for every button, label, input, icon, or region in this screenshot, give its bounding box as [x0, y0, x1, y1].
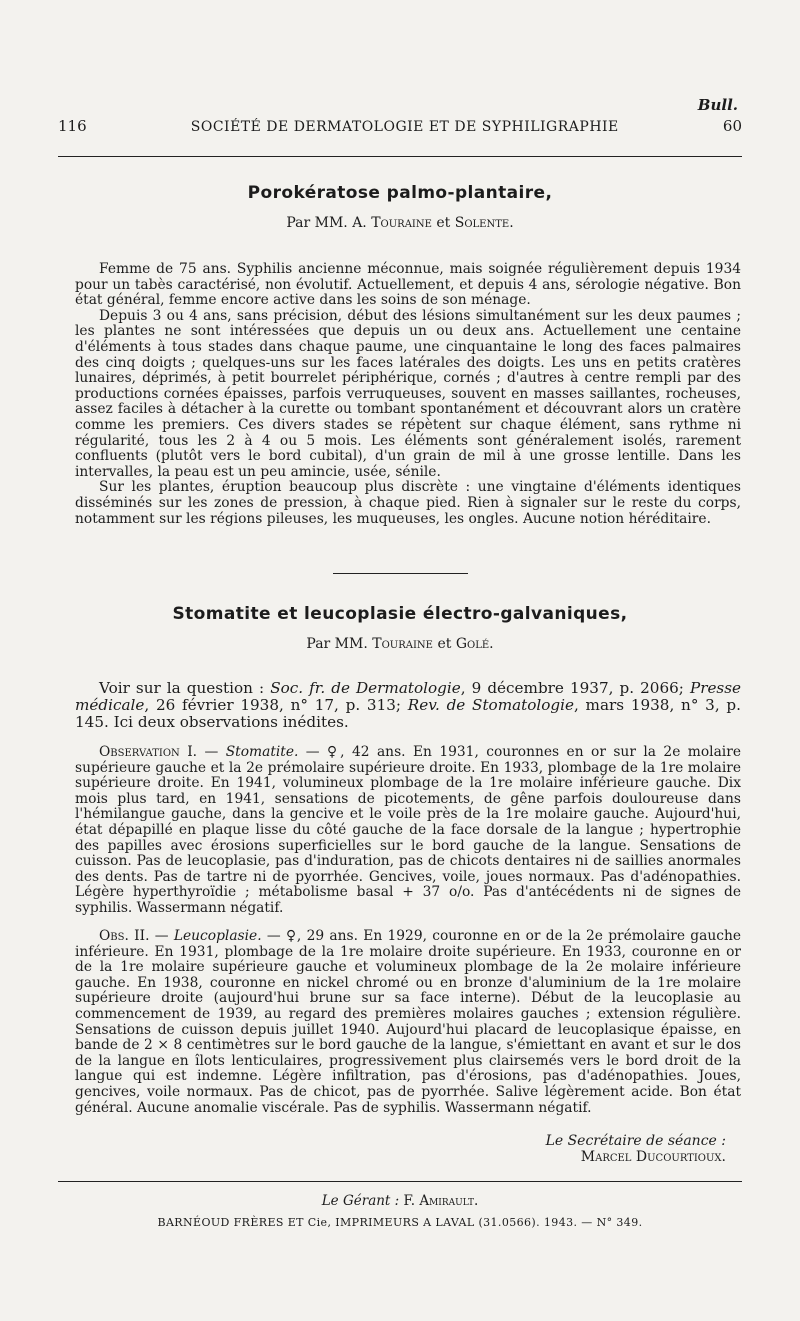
- citation-title: Rev. de Stomatologie: [407, 696, 574, 714]
- article2-author2: Golé.: [455, 636, 494, 652]
- section-divider: [333, 573, 468, 574]
- observation-body: — ♀, 42 ans. En 1931, couronnes en or sur la 2e molaire supérieure gauche et la 2e prémolaire supérieure droite. En 1933, plombage de la 1re molaire supérieure droite. En 1941, volumineux plombage de la 1re molaire inférieure gauche. Dix mois plus tard, en 1941, sensations de picotements, de gêne parfois douloureuse dans l'hémilangue gauche, dans la gencive et le voile près de la 1re molaire gauche. Aujourd'hui, état dépapillé en plaque lisse du côté gauche de la face dorsale de la langue ; hypertrophie des papilles avec érosions superficielles sur le bord gauche de la langue. Sensations de cuisson. Pas de leucoplasie, pas d'induration, pas de chicots dentaires ni de saillies anormales des dents. Pas de tartre ni de pyorrhée. Gencives, voile, joues normaux. Pas d'adénopathies. Légère hyperthyroïdie ; métabolisme basal + 37 o/o. Pas d'antécédents ni de signes de syphilis. Wassermann négatif.: [75, 744, 741, 916]
- header-rule: [58, 156, 742, 157]
- signature-block: [546, 1133, 726, 1165]
- article2-intro: Voir sur la question : Soc. fr. de Dermatologie, 9 décembre 1937, p. 2066; Presse médicale, 26 février 1938, n° 17, p. 313; Rev. de Stomatologie, mars 1938, n° 3, p. 145. Ici deux observations inédites.: [75, 679, 742, 731]
- page-number-right: 60: [722, 117, 742, 135]
- signature-name: Marcel Ducourtioux.: [580, 1149, 726, 1165]
- article2-byline: Par MM. Touraine et Golé.: [306, 636, 494, 652]
- observation-1: Observation I. — Stomatite. — ♀, 42 ans. En 1931, couronnes en or sur la 2e molaire supérieure gauche et la 2e prémolaire supérieure droite. En 1933, plombage de la 1re molaire supérieure droite. En 1941, volumineux plombage de la 1re molaire inférieure gauche. Dix mois plus tard, en 1941, sensations de picotements, de gêne parfois douloureuse dans l'hémilangue gauche, dans la gencive et le voile près de la 1re molaire gauche. Aujourd'hui, état dépapillé en plaque lisse du côté gauche de la face dorsale de la langue ; hypertrophie des papilles avec érosions superficielles sur le bord gauche de la langue. Sensations de cuisson. Pas de leucoplasie, pas d'induration, pas de chicots dentaires ni de saillies anormales des dents. Pas de tartre ni de pyorrhée. Gencives, voile, joues normaux. Pas d'adénopathies. Légère hyperthyroïdie ; métabolisme basal + 37 o/o. Pas d'antécédents ni de signes de syphilis. Wassermann négatif.: [75, 744, 741, 916]
- page-number-left: 116: [58, 117, 87, 135]
- article2-author1: Touraine: [372, 636, 433, 652]
- journal-abbrev: Bull.: [697, 96, 738, 114]
- article2-title: Stomatite et leucoplasie électro-galvaniques,: [172, 604, 628, 624]
- observation-label: Obs. II.: [99, 928, 150, 944]
- observation-name: Stomatite.: [225, 744, 299, 760]
- article1-body: [75, 262, 741, 527]
- running-header: [58, 117, 742, 135]
- running-title: SOCIÉTÉ DE DERMATOLOGIE ET DE SYPHILIGRAPHIE: [190, 119, 619, 135]
- observation-name: Leucoplasie.: [173, 928, 262, 944]
- observation-label: Observation I.: [99, 744, 198, 760]
- printer-line: BARNÉOUD FRÈRES ET Cie, IMPRIMEURS A LAVAL (31.0566). 1943. — N° 349.: [157, 1216, 643, 1229]
- article1-byline: Par MM. A. Touraine et Solente.: [286, 215, 514, 231]
- observation-body: — ♀, 29 ans. En 1929, couronne en or de la 2e prémolaire gauche inférieure. En 1931, plombage de la 1re molaire droite supérieure. En 1933, couronne en or de la 1re molaire supérieure gauche et volumineux plombage de la 2e molaire inférieure gauche. En 1938, couronne en nickel chromé ou en bronze d'aluminium de la 1re molaire supérieure droite (aujourd'hui brune sur sa face interne). Début de la leucoplasie au commencement de 1939, au regard des premières molaires gauches ; extension régulière. Sensations de cuisson depuis juillet 1940. Aujourd'hui placard de leucoplasique épaisse, en bande de 2 × 8 centimètres sur le bord gauche de la langue, s'émiettant en avant et sur le dos de la langue en îlots lenticulaires, progressivement plus clairsemés vers le bord droit de la langue qui est indemne. Légère infiltration, pas d'érosions, pas d'adénopathies. Joues, gencives, voile normaux. Pas de chicot, pas de pyorrhée. Salive légèrement acide. Bon état général. Aucune anomalie viscérale. Pas de syphilis. Wassermann négatif.: [75, 928, 741, 1116]
- citation-title: Presse médicale: [75, 679, 742, 714]
- article1-author2: Solente.: [454, 215, 514, 231]
- gerant-line: Le Gérant : F. Amirault.: [321, 1193, 479, 1209]
- footer-rule: [58, 1181, 742, 1182]
- observation-2: Obs. II. — Leucoplasie. — ♀, 29 ans. En 1929, couronne en or de la 2e prémolaire gauche inférieure. En 1931, plombage de la 1re molaire droite supérieure. En 1933, couronne en or de la 1re molaire supérieure gauche et volumineux plombage de la 2e molaire inférieure gauche. En 1938, couronne en nickel chromé ou en bronze d'aluminium de la 1re molaire supérieure droite (aujourd'hui brune sur sa face interne). Début de la leucoplasie au commencement de 1939, au regard des premières molaires gauches ; extension régulière. Sensations de cuisson depuis juillet 1940. Aujourd'hui placard de leucoplasique épaisse, en bande de 2 × 8 centimètres sur le bord gauche de la langue, s'émiettant en avant et sur le dos de la langue en îlots lenticulaires, progressivement plus clairsemés vers le bord droit de la langue qui est indemne. Légère infiltration, pas d'érosions, pas d'adénopathies. Joues, gencives, voile normaux. Pas de chicot, pas de pyorrhée. Salive légèrement acide. Bon état général. Aucune anomalie viscérale. Pas de syphilis. Wassermann négatif.: [75, 928, 741, 1116]
- article1-title: Porokératose palmo-plantaire,: [247, 183, 553, 203]
- signature-role: Le Secrétaire de séance :: [545, 1133, 726, 1149]
- article1-paragraph: Sur les plantes, éruption beaucoup plus discrète : une vingtaine d'éléments identiques disséminés sur les zones de pression, à chaque pied. Rien à signaler sur le reste du corps, notamment sur les régions pileuses, les muqueuses, les ongles. Aucune notion héréditaire.: [75, 479, 741, 527]
- article1-paragraph: Depuis 3 ou 4 ans, sans précision, début des lésions simultanément sur les deux paumes ; les plantes ne sont intéressées que depuis un ou deux ans. Actuellement une centaine d'éléments à tous stades dans chaque paume, une cinquantaine le long des faces palmaires des cinq doigts ; quelques-uns sur les faces latérales des doigts. Les uns en petits cratères lunaires, déprimés, à petit bourrelet périphérique, cornés ; d'autres à centre rempli par des productions cornées épaisses, parfois verruqueuses, souvent en masses saillantes, rocheuses, assez faciles à détacher à la curette ou tombant spontanément et découvrant alors un cratère comme les premiers. Ces divers stades se répètent sur chaque élément, sans rythme ni régularité, tous les 2 à 4 ou 5 mois. Les éléments sont généralement isolés, rarement confluents (plutôt vers le bord cubital), d'un grain de mil à une grosse lentille. Dans les intervalles, la peau est un peu amincie, usée, sénile.: [75, 307, 741, 480]
- citation-title: Soc. fr. de Dermatologie: [270, 679, 461, 697]
- article1-paragraph: Femme de 75 ans. Syphilis ancienne méconnue, mais soignée régulièrement depuis 1934 pour un tabès caractérisé, non évolutif. Actuellement, et depuis 4 ans, sérologie négative. Bon état général, femme encore active dans les soins de son ménage.: [75, 261, 741, 309]
- article1-author1: A. Touraine: [352, 215, 432, 231]
